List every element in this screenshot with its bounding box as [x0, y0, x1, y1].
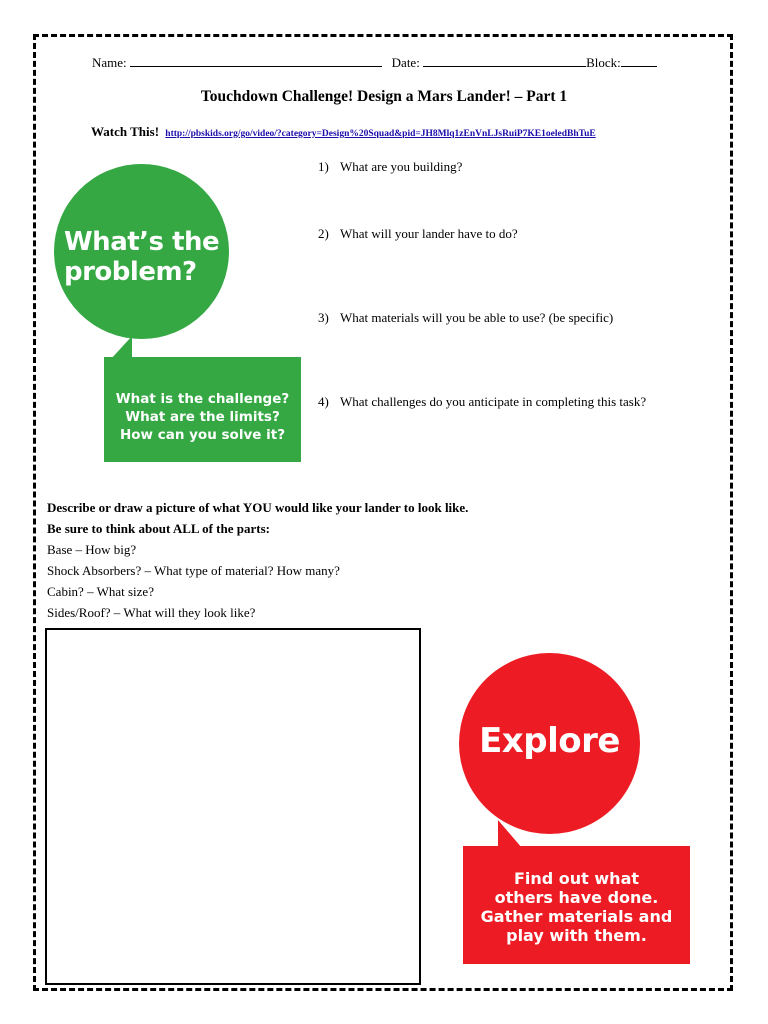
part-item: Cabin? – What size?	[47, 584, 154, 599]
block-blank[interactable]	[621, 54, 657, 67]
describe-section	[47, 497, 468, 623]
date-blank[interactable]	[423, 54, 586, 67]
part-item: Base – How big?	[47, 542, 137, 557]
name-label: Name:	[92, 55, 127, 70]
part-item: Shock Absorbers? – What type of material? How many?	[47, 563, 340, 578]
date-label: Date:	[391, 55, 420, 70]
explore-callout-box: Find out what others have done. Gather materials and play with them.	[463, 846, 690, 964]
problem-bubble	[54, 164, 229, 339]
question-1: 1) What are you building?	[318, 159, 463, 174]
explore-bubble-tail	[498, 820, 522, 848]
problem-bubble-text: What’s the problem?	[64, 227, 220, 287]
question-4: 4) What challenges do you anticipate in completing this task?	[318, 394, 647, 409]
problem-callout-box: What is the challenge? What are the limits? How can you solve it?	[104, 357, 301, 462]
describe-instruction: Describe or draw a picture of what YOU would like your lander to look like.	[47, 500, 469, 515]
part-item: Sides/Roof? – What will they look like?	[47, 605, 256, 620]
question-3: 3) What materials will you be able to use? (be specific)	[318, 310, 614, 325]
name-blank[interactable]	[130, 54, 382, 67]
drawing-area[interactable]	[45, 628, 421, 985]
explore-bubble	[459, 653, 640, 834]
explore-title: Explore	[479, 721, 620, 761]
watch-label: Watch This!	[91, 124, 160, 139]
header-fields	[92, 54, 672, 71]
watch-line	[91, 124, 596, 140]
video-link[interactable]: http://pbskids.org/go/video/?category=Design%20Squad&pid=JH8Mlq1zEnVnLJsRuiP7KE1oeledBhTuE	[165, 129, 596, 139]
block-label: Block:	[586, 55, 621, 70]
page-title: Touchdown Challenge! Design a Mars Lander! – Part 1	[200, 88, 568, 105]
describe-subinstruction: Be sure to think about ALL of the parts:	[47, 521, 270, 536]
question-2: 2) What will your lander have to do?	[318, 226, 518, 241]
